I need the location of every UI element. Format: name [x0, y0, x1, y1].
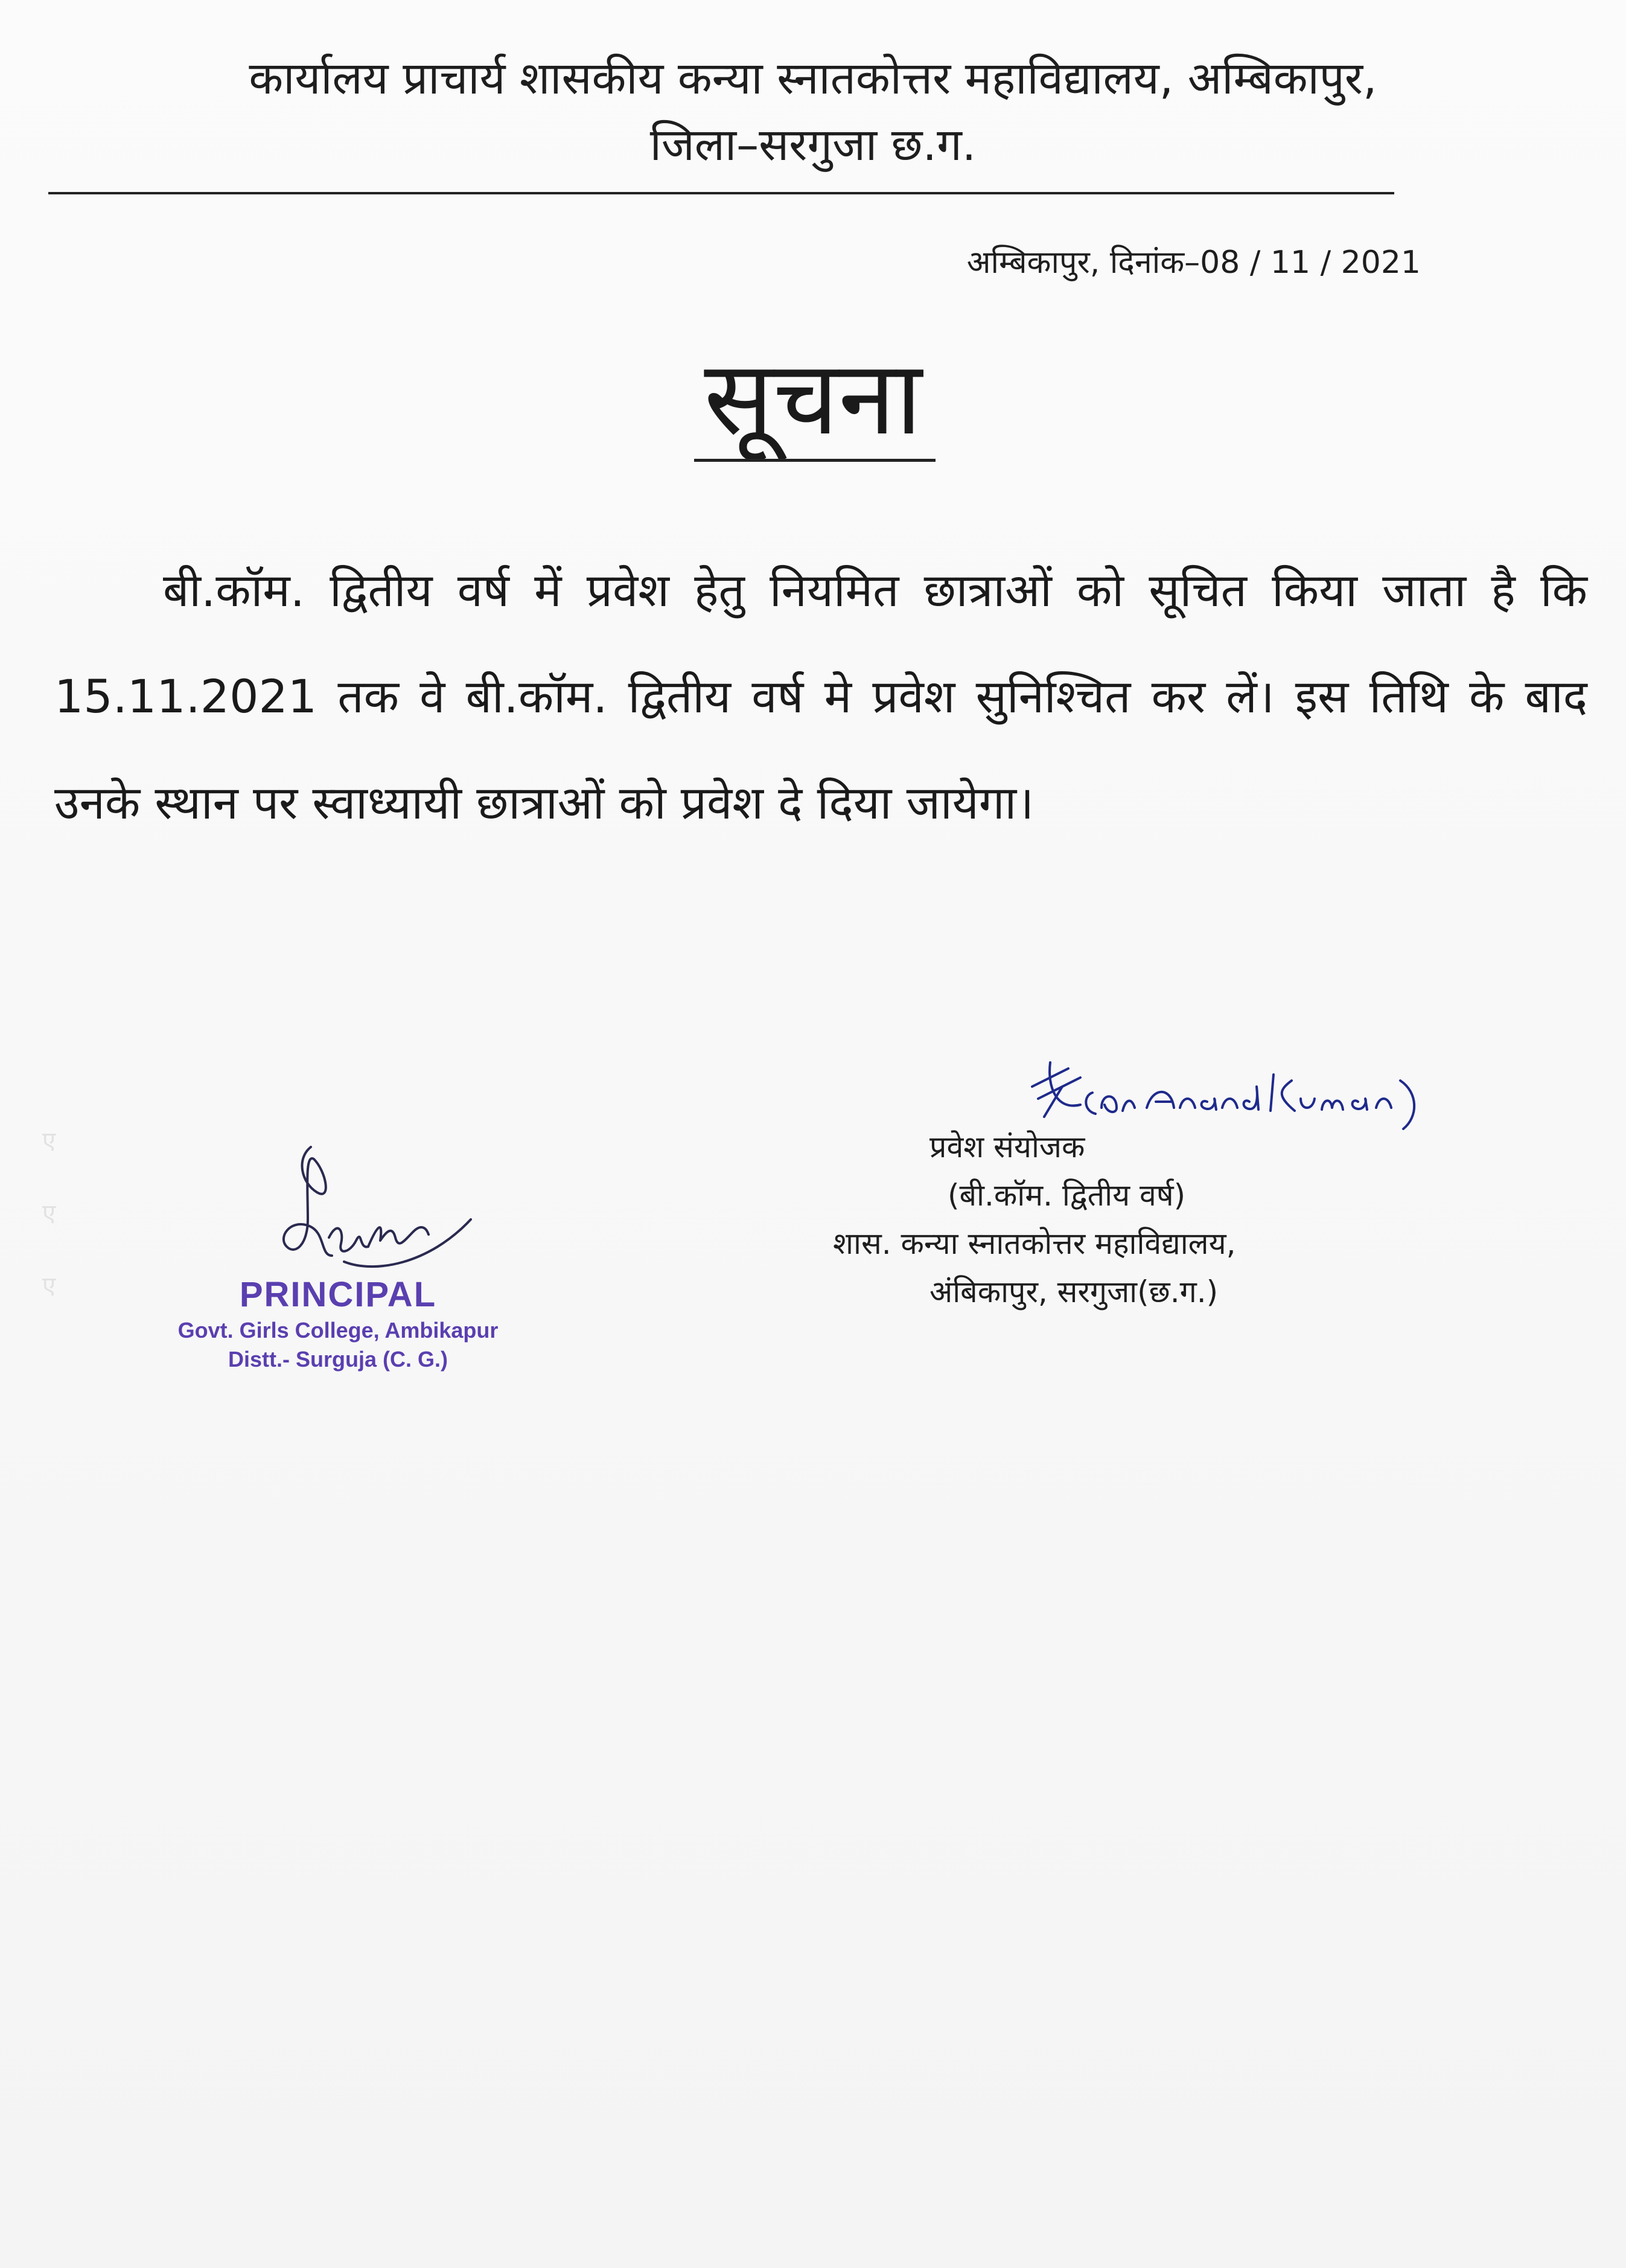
principal-signature — [253, 1135, 483, 1286]
header-divider — [48, 192, 1394, 194]
stamp-college: Govt. Girls College, Ambikapur — [177, 1318, 499, 1343]
stamp-district: Distt.- Surguja (C. G.) — [228, 1347, 448, 1372]
stamp-title: PRINCIPAL — [239, 1275, 437, 1314]
coordinator-course: (बी.कॉम. द्वितीय वर्ष) — [948, 1178, 1186, 1213]
margin-faint-marks: ए ए ए — [42, 1127, 56, 1300]
coordinator-college: शास. कन्या स्नातकोत्तर महाविद्यालय, — [833, 1226, 1236, 1261]
office-header-line1: कार्यालय प्राचार्य शासकीय कन्या स्नातकोत्तर महाविद्यालय, अम्बिकापुर, — [249, 53, 1377, 104]
coordinator-designation: प्रवेश संयोजक — [929, 1129, 1085, 1164]
principal-stamp — [157, 1274, 519, 1374]
coordinator-place: अंबिकापुर, सरगुजा(छ.ग.) — [929, 1274, 1219, 1309]
notice-title: सूचना — [704, 339, 922, 458]
office-header-line2: जिला–सरगुजा छ.ग. — [649, 119, 977, 171]
notice-body: बी.कॉम. द्वितीय वर्ष में प्रवेश हेतु नियमित छात्राओं को सूचित किया जाता है कि 15.11.2021 तक वे बी.कॉम. द्वितीय वर्ष मे प्रवेश सुनिश्चित कर लें। इस तिथि के बाद उनके स्थान पर स्वाध्यायी छात्राओं को प्रवेश दे दिया जायेगा। — [54, 563, 1587, 829]
coordinator-block — [803, 1123, 1406, 1316]
notice-title-underline — [694, 459, 936, 462]
place-date: अम्बिकापुर, दिनांक–08 / 11 / 2021 — [966, 244, 1421, 281]
